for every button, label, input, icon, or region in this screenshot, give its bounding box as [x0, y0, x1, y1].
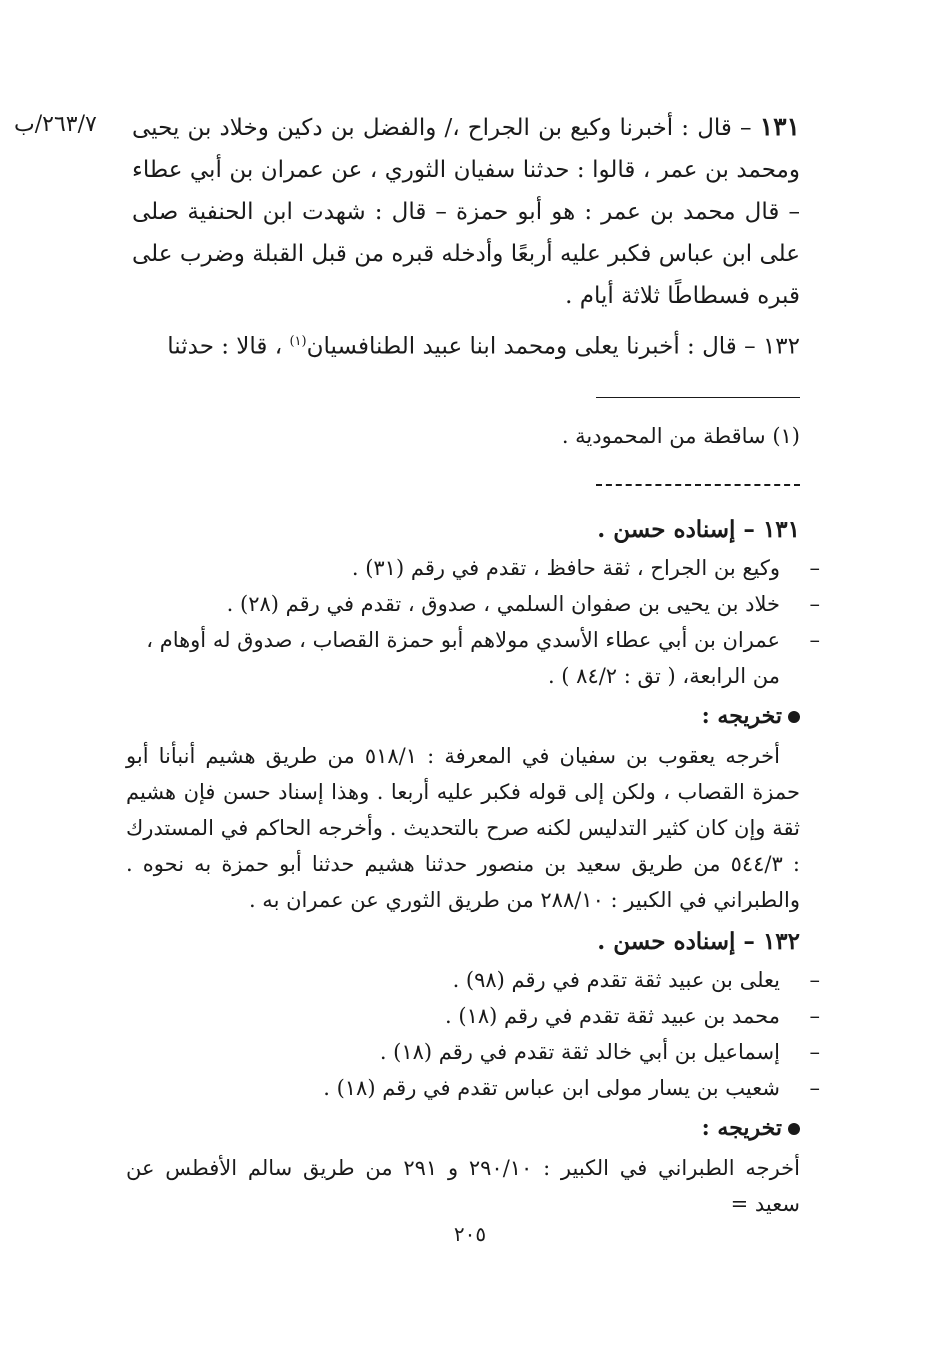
manuscript-folio-note: ٢٦٣/٧/ب — [14, 112, 97, 137]
main-text-block — [132, 106, 800, 368]
takhrij-heading-132: تخريجه : — [126, 1110, 800, 1146]
narrator-note: –إسماعيل بن أبي خالد ثقة تقدم في رقم (١٨) . — [379, 1040, 820, 1064]
heading-131: ١٣١ – إسناده حسن . — [597, 516, 800, 543]
narrator-note: –محمد بن عبيد ثقة تقدم في رقم (١٨) . — [445, 1004, 820, 1028]
takhrij-heading-131: تخريجه : — [126, 698, 800, 734]
takhrij-text-132: أخرجه الطبراني في الكبير : ٢٩٠/١٠ و ٢٩١ من طريق سالم الأفطس عن سعيد = — [126, 1156, 800, 1216]
narrator-note: –وكيع بن الجراح ، ثقة حافظ ، تقدم في رقم (٣١) . — [351, 556, 820, 580]
takhrij-text-131: أخرجه يعقوب بن سفيان في المعرفة : ٥١٨/١ من طريق هشيم أنبأنا أبو حمزة القصاب ، ولكن إلى قوله فكبر عليه أربعا . وهذا إسناد حسن فإن هشيم ثقة وإن كان كثير التدليس لكنه صرح بالتحديث . وأخرجه الحاكم في المستدرك : ٥٤٤/٣ من طريق سعيد بن منصور حدثنا هشيم حدثنا أبو حمزة به نحوه . والطبراني في الكبير : ٢٨٨/١٠ من طريق الثوري عن عمران به . — [126, 744, 800, 912]
narrator-note: –يعلى بن عبيد ثقة تقدم في رقم (٩٨) . — [452, 968, 820, 992]
narration-132 — [132, 321, 800, 368]
footnote-separator — [596, 397, 800, 398]
narration-132-text: ١٣٢ – قال : أخبرنا يعلى ومحمد ابنا عبيد الطنافسيان — [306, 333, 800, 360]
narration-131-text: – قال : أخبرنا وكيع بن الجراح ،/ والفضل بن دكين وخلاد بن يحيى ومحمد بن عمر ، قالوا : حدثنا سفيان الثوري ، عن عمران بن أبي عطاء – قال محمد بن عمر : هو أبو حمزة – قال : شهدت ابن الحنفية صلى على ابن عباس فكبر عليه أربعًا وأدخله قبره من قبل القبلة وضرب على قبره فسطاطًا ثلاثة أيام . — [132, 115, 800, 309]
narrator-note: –عمران بن أبي عطاء الأسدي مولاهم أبو حمزة القصاب ، صدوق له أوهام ، من الرابعة، ( تق : ٨٤/٢ ) . — [146, 628, 820, 688]
bullet-icon — [788, 711, 800, 723]
footnote-1: (١) ساقطة من المحمودية . — [561, 424, 800, 448]
page-number: ٢٠٥ — [453, 1222, 487, 1246]
commentary-block — [126, 508, 820, 1222]
heading-132: ١٣٢ – إسناده حسن . — [597, 928, 800, 955]
narration-131-number: ١٣١ — [759, 112, 800, 141]
narration-131 — [132, 106, 800, 317]
narrator-note: –شعيب بن يسار مولى ابن عباس تقدم في رقم (١٨) . — [323, 1076, 820, 1100]
narration-132-end: ، قالا : حدثنا — [167, 333, 290, 360]
footnote-marker: (١) — [289, 334, 307, 349]
notes-separator — [596, 484, 800, 486]
bullet-icon — [788, 1123, 800, 1135]
narrator-note: –خلاد بن يحيى بن صفوان السلمي ، صدوق ، تقدم في رقم (٢٨) . — [226, 592, 820, 616]
